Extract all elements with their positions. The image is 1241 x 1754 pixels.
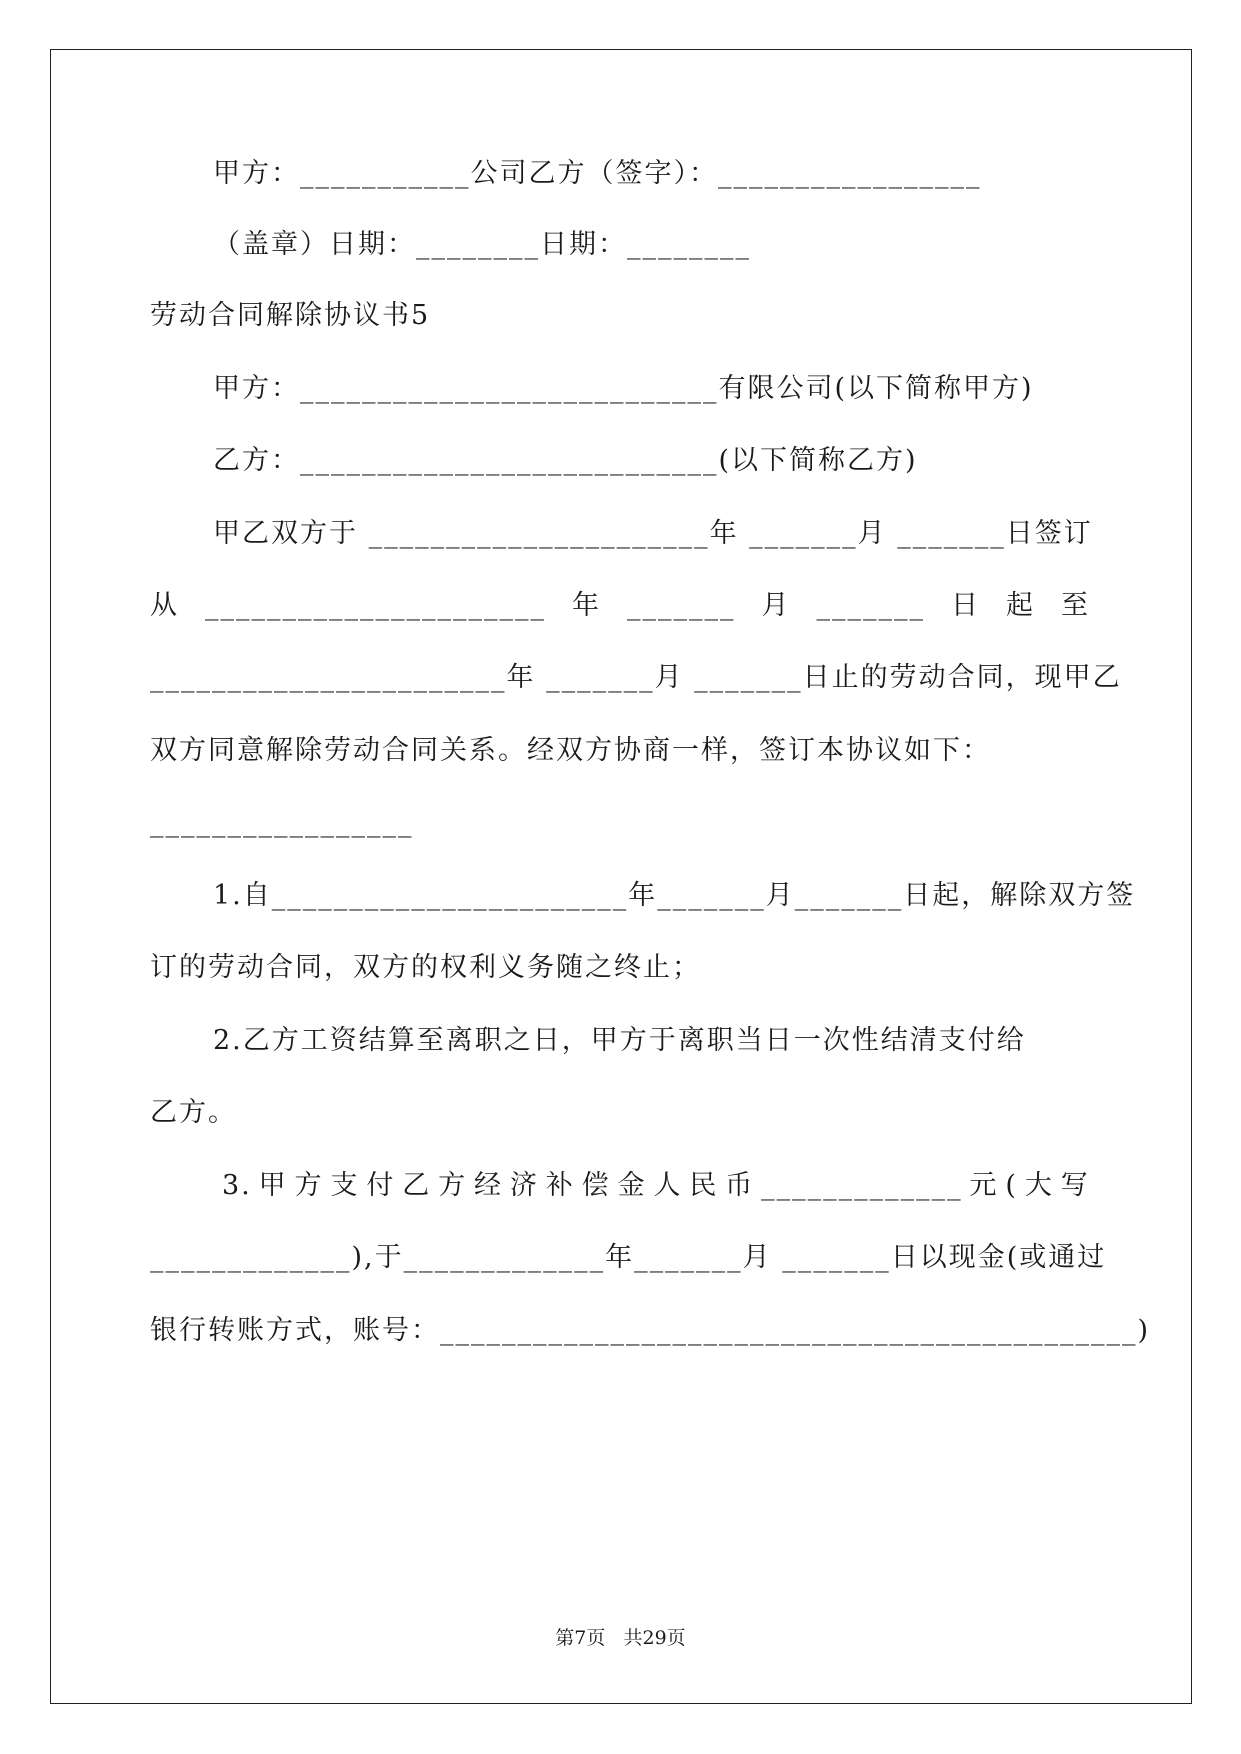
text-token: 民 [689,1170,719,1201]
text-token: 写 [1060,1170,1090,1201]
text-token: 方 [438,1170,468,1201]
text-token: 甲 [258,1170,288,1201]
blank-token: _____________ [761,1170,963,1201]
signature-line-parties: 甲方：___________公司乙方（签字）：_________________ [213,158,982,189]
clause-2-continuation: 乙方。 [150,1097,237,1128]
text-token: 支 [330,1170,360,1201]
text-token: 元 [969,1170,999,1201]
text-token: 方 [294,1170,324,1201]
text-token: 至 [1061,590,1090,621]
text-token: 乙 [402,1170,432,1201]
blank-line: _________________ [150,807,414,838]
clause-1-line: 1.自_______________________年_______月_______日起，解除双方签 [213,880,1136,911]
section-title: 劳动合同解除协议书5 [150,300,431,331]
clause-3-account-line: 银行转账方式，账号：_____________________________________________) [150,1315,1151,1346]
text-token: 济 [509,1170,539,1201]
text-token: 偿 [581,1170,611,1201]
blank-token: _______ [816,590,925,621]
paragraph-line: _______________________年 _______月 _______日止的劳动合同，现甲乙 [150,662,1122,693]
text-token: ( [1005,1170,1018,1201]
party-b-line: 乙方：___________________________(以下简称乙方) [213,445,918,476]
text-token: 月 [761,590,791,621]
text-token: 人 [653,1170,683,1201]
clause-3-justified-line [222,1166,1090,1206]
text-token: 经 [474,1170,503,1201]
text-token: 大 [1024,1170,1054,1201]
text-token: 付 [366,1170,396,1201]
text-token: 补 [545,1170,575,1201]
clause-3-continuation: _____________),于_____________年_______月 _______日以现金(或通过 [150,1242,1107,1273]
signature-line-dates: （盖章）日期：________日期：________ [213,229,751,260]
text-token: 币 [725,1170,755,1201]
text-token: 起 [1006,590,1035,621]
text-token: 年 [572,590,601,621]
text-token: 日 [951,590,980,621]
paragraph-justified-line [150,586,1090,626]
blank-token: ______________________ [205,590,546,621]
party-a-line: 甲方：___________________________有限公司(以下简称甲方) [213,373,1034,404]
page-number-footer: 第7页 共29页 [555,1627,686,1649]
clause-1-continuation: 订的劳动合同，双方的权利义务随之终止； [150,952,701,983]
clause-2-line: 2.乙方工资结算至离职之日，甲方于离职当日一次性结清支付给 [213,1025,1026,1056]
paragraph-line: 双方同意解除劳动合同关系。经双方协商一样，签订本协议如下： [150,735,991,766]
paragraph-line: 甲乙双方于 ______________________年 _______月 _______日签订 [213,518,1093,549]
text-token: 3. [222,1170,252,1201]
text-token: 金 [617,1170,647,1201]
blank-token: _______ [627,590,736,621]
text-token: 从 [150,590,179,621]
